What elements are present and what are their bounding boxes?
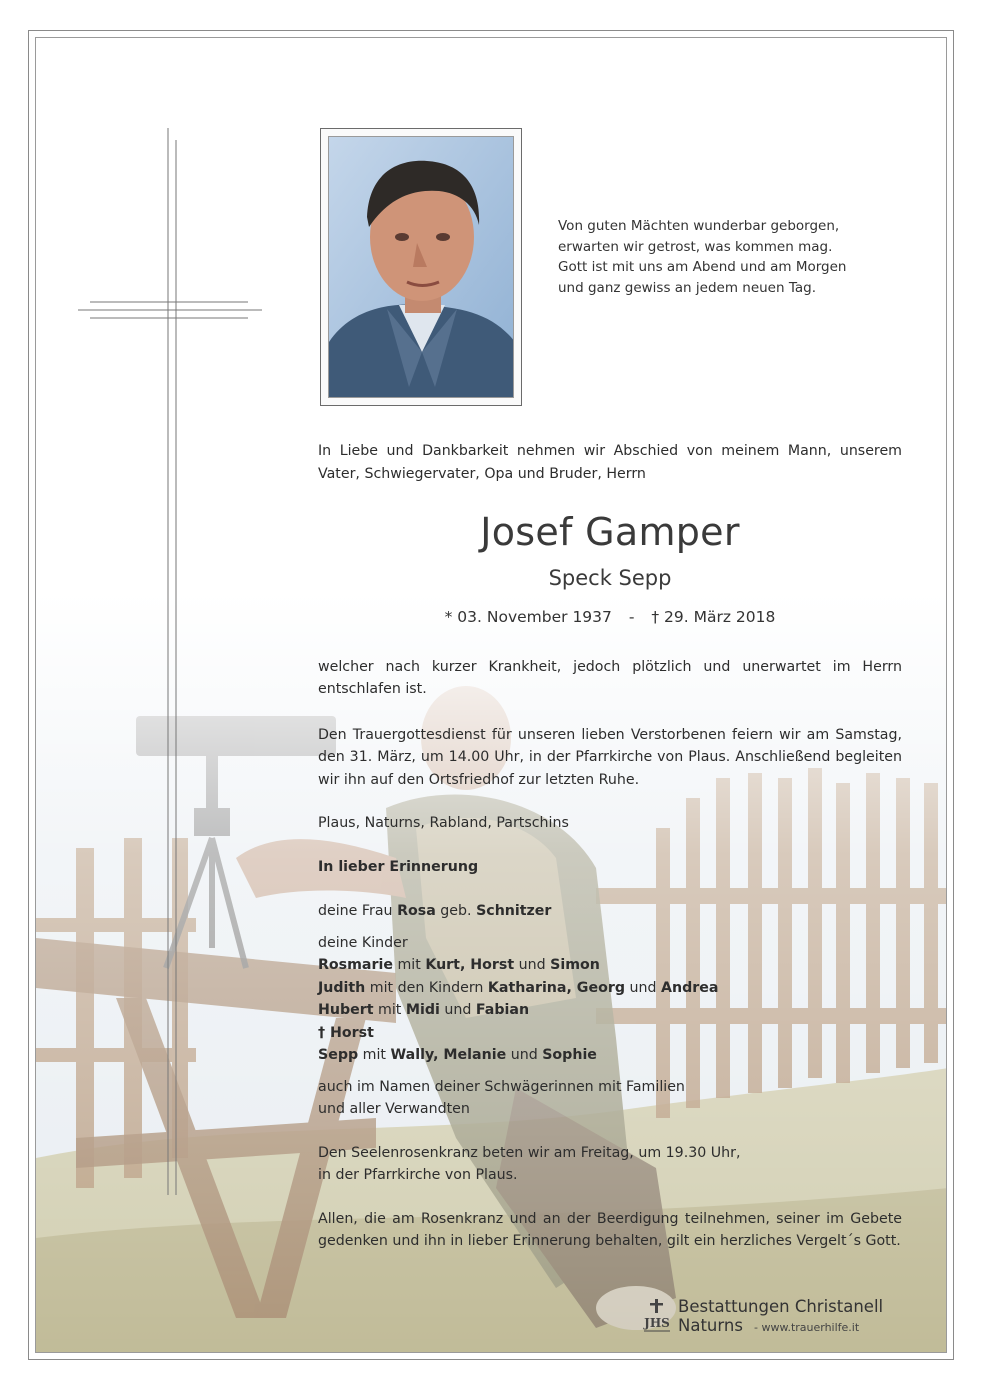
company-name: Bestattungen Christanell — [678, 1297, 884, 1316]
list-item: Judith mit den Kindern Katharina, Georg und Andrea — [318, 979, 719, 996]
funeral-home-signature — [640, 1297, 902, 1339]
poem — [558, 216, 888, 298]
children-label: deine Kinder — [318, 935, 408, 951]
relatives-text: auch im Namen deiner Schwägerinnen mit Familien und aller Verwandten — [318, 1079, 685, 1118]
poem-line: Von guten Mächten wunderbar geborgen, — [558, 218, 840, 234]
deceased-nickname: Speck Sepp — [548, 566, 672, 590]
poem-line: erwarten wir getrost, was kommen mag. — [558, 238, 833, 255]
company-website: - www.trauerhilfe.it — [754, 1321, 860, 1334]
portrait-photo — [328, 136, 514, 398]
passing-text: welcher nach kurzer Krankheit, jedoch plötzlich und unerwartet im Herrn entschlafen ist. — [318, 659, 902, 698]
list-item: Rosmarie mit Kurt, Horst und Simon — [318, 957, 600, 974]
rosary-text: Den Seelenrosenkranz beten wir am Freitag, um 19.30 Uhr, in der Pfarrkirche von Plaus. — [318, 1145, 741, 1184]
company-town: Naturns — [678, 1316, 743, 1335]
list-item: Hubert mit Midi und Fabian — [318, 1002, 530, 1019]
places-text: Plaus, Naturns, Rabland, Partschins — [318, 815, 569, 831]
poem-line: und ganz gewiss an jedem neuen Tag. — [558, 279, 816, 296]
life-dates — [318, 608, 902, 626]
poem-line: Gott ist mit uns am Abend und am Morgen — [558, 259, 847, 275]
death-date: † 29. März 2018 — [651, 608, 776, 626]
wife-line: deine Frau Rosa geb. Schnitzer — [318, 903, 552, 919]
list-item: † Horst — [318, 1024, 374, 1041]
svg-text:JHS: JHS — [644, 1316, 670, 1330]
intro-text: In Liebe und Dankbarkeit nehmen wir Abschied von meinem Mann, unserem Vater, Schwiegervater, Opa und Bruder, Herrn — [318, 443, 902, 482]
cross-icon — [0, 0, 300, 1200]
service-text: Den Trauergottesdienst für unseren lieben Verstorbenen feiern wir am Samstag, den 31. März, um 14.00 Uhr, in der Pfarrkirche von Plaus. Anschließend begleiten wir ihn auf den Ortsfriedhof zur letzten Ruhe. — [318, 727, 902, 788]
children-list — [318, 932, 902, 1066]
list-item: Sepp mit Wally, Melanie und Sophie — [318, 1047, 597, 1064]
birth-date: * 03. November 1937 — [444, 608, 612, 626]
company-logo-icon — [640, 1299, 674, 1335]
remembrance-heading: In lieber Erinnerung — [318, 859, 479, 875]
thanks-text: Allen, die am Rosenkranz und an der Beerdigung teilnehmen, seiner im Gebete gedenken und ihn in lieber Erinnerung behalten, gilt ein herzliches Vergelt´s Gott. — [318, 1211, 902, 1250]
portrait-frame — [320, 128, 522, 406]
date-separator: - — [628, 608, 635, 626]
deceased-name: Josef Gamper — [480, 510, 740, 554]
